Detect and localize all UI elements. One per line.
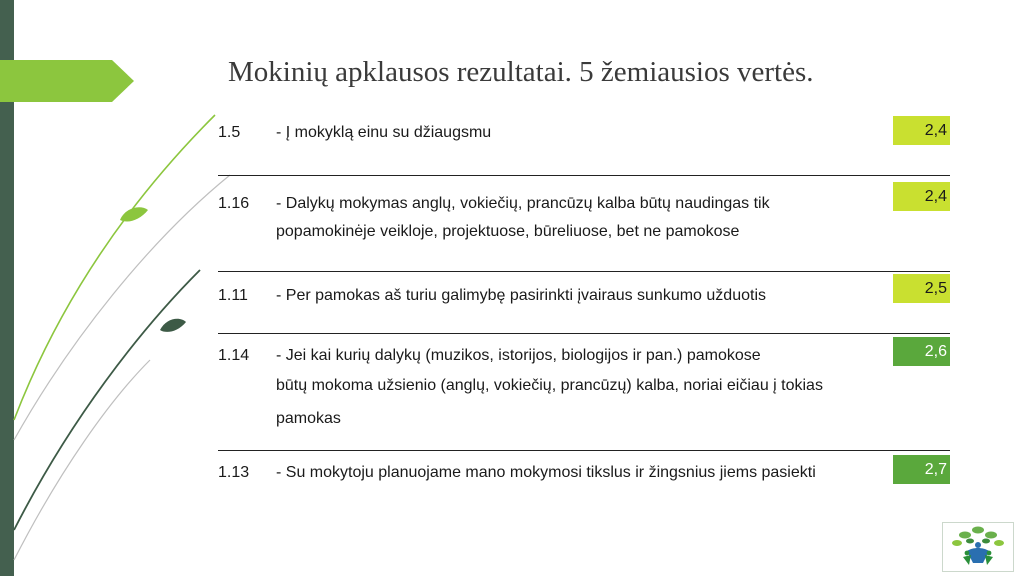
row-value: 2,6 bbox=[893, 337, 950, 366]
row-id: 1.16 bbox=[218, 195, 250, 212]
row-divider bbox=[218, 450, 950, 451]
row-text: pamokas bbox=[276, 410, 341, 427]
row-text: - Jei kai kurių dalykų (muzikos, istorijos, biologijos ir pan.) pamokose bbox=[276, 347, 761, 364]
row-text: - Su mokytoju planuojame mano mokymosi tikslus ir žingsnius jiems pasiekti bbox=[276, 464, 816, 481]
row-text-line: - Dalykų mokymas anglų, vokiečių, prancūzų kalba būtų naudingas tik bbox=[276, 195, 770, 212]
row-id: 1.5 bbox=[218, 124, 241, 141]
row-text: būtų mokoma užsienio (anglų, vokiečių, prancūzų) kalba, noriai eičiau į tokias bbox=[276, 377, 823, 394]
slide-title: Mokinių apklausos rezultatai. 5 žemiausios vertės. bbox=[228, 56, 814, 88]
row-value: 2,4 bbox=[893, 116, 950, 145]
row-divider bbox=[218, 333, 950, 334]
row-text bbox=[276, 195, 770, 213]
tree-people-logo-icon bbox=[942, 522, 1014, 572]
row-id: 1.11 bbox=[218, 287, 248, 304]
row-text: - Per pamokas aš turiu galimybę pasirinkti įvairaus sunkumo užduotis bbox=[276, 287, 766, 304]
row-value: 2,7 bbox=[893, 455, 950, 484]
row-text-line: popamokinėje veikloje, projektuose, būreliuose, bet ne pamokose bbox=[276, 223, 740, 240]
row-text: - Į mokyklą einu su džiaugsmu bbox=[276, 124, 492, 141]
row-text bbox=[276, 223, 739, 241]
row-id: 1.13 bbox=[218, 464, 250, 481]
row-value: 2,4 bbox=[893, 182, 950, 211]
row-value: 2,5 bbox=[893, 274, 950, 303]
row-divider bbox=[218, 271, 950, 272]
row-divider bbox=[218, 175, 950, 176]
row-id: 1.14 bbox=[218, 347, 250, 364]
